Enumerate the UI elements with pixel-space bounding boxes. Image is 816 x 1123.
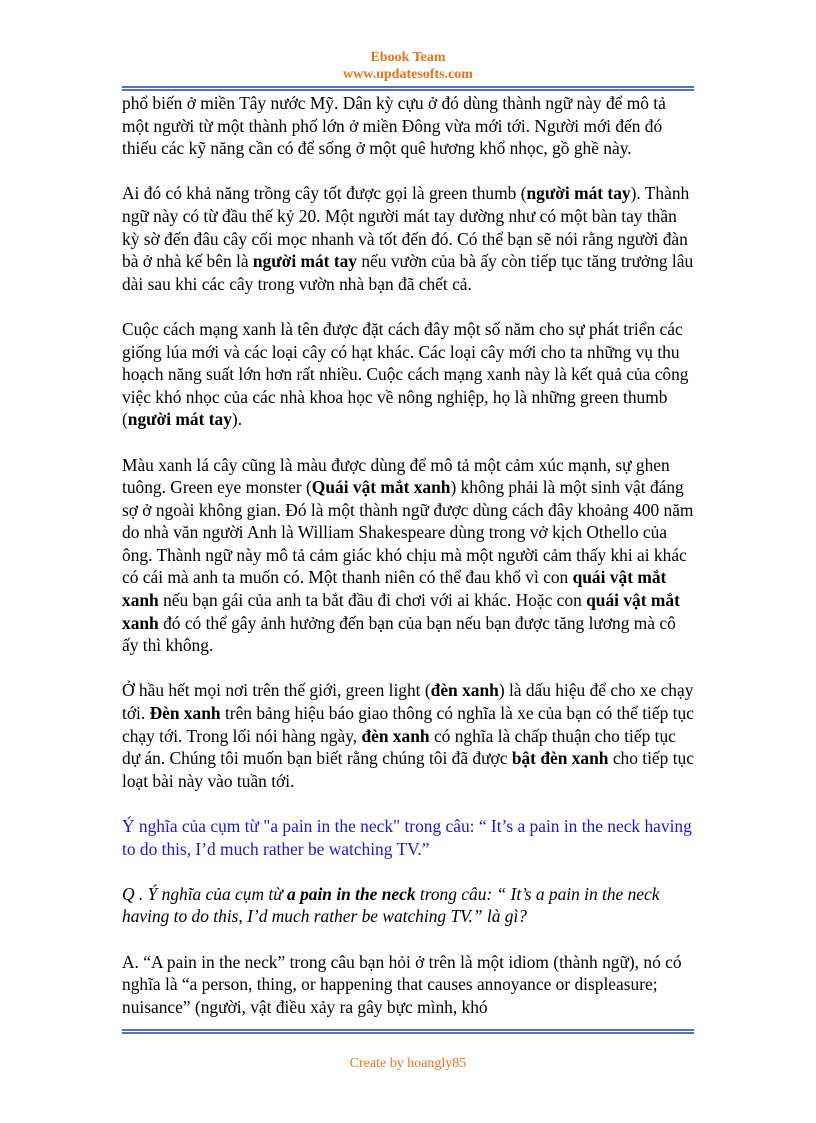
bold-term: Đèn xanh <box>149 703 221 724</box>
question-paragraph <box>122 883 694 928</box>
bold-term: đèn xanh <box>361 725 430 746</box>
bold-term: người mát tay <box>526 183 631 204</box>
page-footer: Create by hoangly85 <box>349 1056 467 1071</box>
paragraph-3 <box>122 318 694 431</box>
text-run: ) không phải là một sinh vật đáng sợ ở ngoài không gian. Đó là một thành ngữ được dùng cách đây khoảng 400 năm do nhà văn người Anh là William Shakespeare dùng trong vở kịch Othello của ông. Thành ngữ này mô tả cảm giác khó chịu mà một người cảm thấy khi ai khác có cái mà anh ta muốn có. Một thanh niên có thể đau khổ vì con <box>122 477 694 588</box>
header-website: www.updatesofts.com <box>343 67 473 82</box>
text-run: cho tiếp tục loạt bài này vào tuần tới. <box>122 748 694 791</box>
bold-term: người mát tay <box>252 251 358 272</box>
text-run: Cuộc cách mạng xanh là tên được đặt cách đây một số năm cho sự phát triển các giống lúa mới và các loại cây có hạt khác. Các loại cây mới cho ta những vụ thu hoạch năng suất lớn hơn rất nhiều. Cuộc cách mạng xanh này là kết quả của công việc khó nhọc của các nhà khoa học về nông nghiệp, họ là những green thumb ( <box>122 318 689 430</box>
text-run: Ý nghĩa của cụm từ "a pain in the neck" trong câu: “ It’s a pain in the neck having to do this, I’d much rather be watching TV.” <box>122 816 692 859</box>
text-run: nếu bạn gái của anh ta bắt đầu đi chơi với ai khác. Hoặc con <box>158 590 587 611</box>
bold-term: quái vật mắt xanh <box>122 567 667 611</box>
paragraph-2 <box>122 182 694 295</box>
question-heading <box>122 815 694 860</box>
text-run: Ở hầu hết mọi nơi trên thế giới, green light ( <box>122 680 431 701</box>
text-run: A. “A pain in the neck” trong câu bạn hỏi ở trên là một idiom (thành ngữ), nó có nghĩa là “a person, thing, or happening that causes annoyance or displeasure; nuisance” (người, vật điều xảy ra gây bực mình, khó <box>122 951 682 1017</box>
bold-term: bật đèn xanh <box>511 748 609 769</box>
paragraph-4 <box>122 454 694 657</box>
text-run: Ai đó có khả năng trồng cây tốt được gọi là green thumb ( <box>122 183 527 204</box>
paragraph-1 <box>122 92 694 160</box>
bold-term: Quái vật mắt xanh <box>311 477 451 498</box>
text-run: ). <box>231 409 243 430</box>
footer-divider <box>122 1029 694 1034</box>
text-run: trên bảng hiệu báo giao thông có nghĩa là xe của bạn có thể tiếp tục chạy tới. Trong lối nói hàng ngày, <box>122 703 694 746</box>
text-run: ) là dấu hiệu để cho xe chạy tới. <box>122 680 694 724</box>
header-divider <box>122 86 694 91</box>
text-run: Màu xanh lá cây cũng là màu được dùng để mô tả một cảm xúc mạnh, sự ghen tuông. Green eye monster ( <box>122 454 670 498</box>
document-body <box>122 92 694 1041</box>
answer-paragraph <box>122 951 694 1019</box>
text-run: nếu vườn của bà ấy còn tiếp tục tăng trưởng lâu dài sau khi các cây trong vườn nhà bạn đã chết cả. <box>122 251 694 294</box>
bold-term: người mát tay <box>127 409 232 430</box>
text-run: có nghĩa là chấp thuận cho tiếp tục dự án. Chúng tôi muốn bạn biết rằng chúng tôi đã được <box>122 725 676 769</box>
text-run: Q . Ý nghĩa của cụm từ <box>122 883 288 904</box>
bold-term: đèn xanh <box>430 680 499 701</box>
header-team-name: Ebook Team <box>370 50 446 65</box>
bold-term: a pain in the neck <box>287 883 416 904</box>
paragraph-5 <box>122 679 694 792</box>
text-run: phổ biến ở miền Tây nước Mỹ. Dân kỳ cựu ở đó dùng thành ngữ này để mô tả một người từ một thành phố lớn ở miền Đông vừa mới tới. Người mới đến đó thiếu các kỹ năng cần có để sống ở một quê hương khổ nhọc, gồ ghề này. <box>122 93 666 159</box>
page-header <box>0 49 816 83</box>
bold-term: quái vật mắt xanh <box>122 590 680 633</box>
text-run: trong câu: “ It’s a pain in the neck having to do this, I’d much rather be watching TV.” là gì? <box>122 883 660 927</box>
text-run: đó có thể gây ảnh hưởng đến bạn của bạn nếu bạn được tăng lương mà cô ấy thì không. <box>122 612 676 656</box>
text-run: ). Thành ngữ này có từ đầu thế kỷ 20. Một người mát tay dường như có một bàn tay thần kỳ sờ đến đâu cây cối mọc nhanh và tốt đến đó. Có thể bạn sẽ nói rằng người đàn bà ở nhà kế bên là <box>122 183 690 272</box>
